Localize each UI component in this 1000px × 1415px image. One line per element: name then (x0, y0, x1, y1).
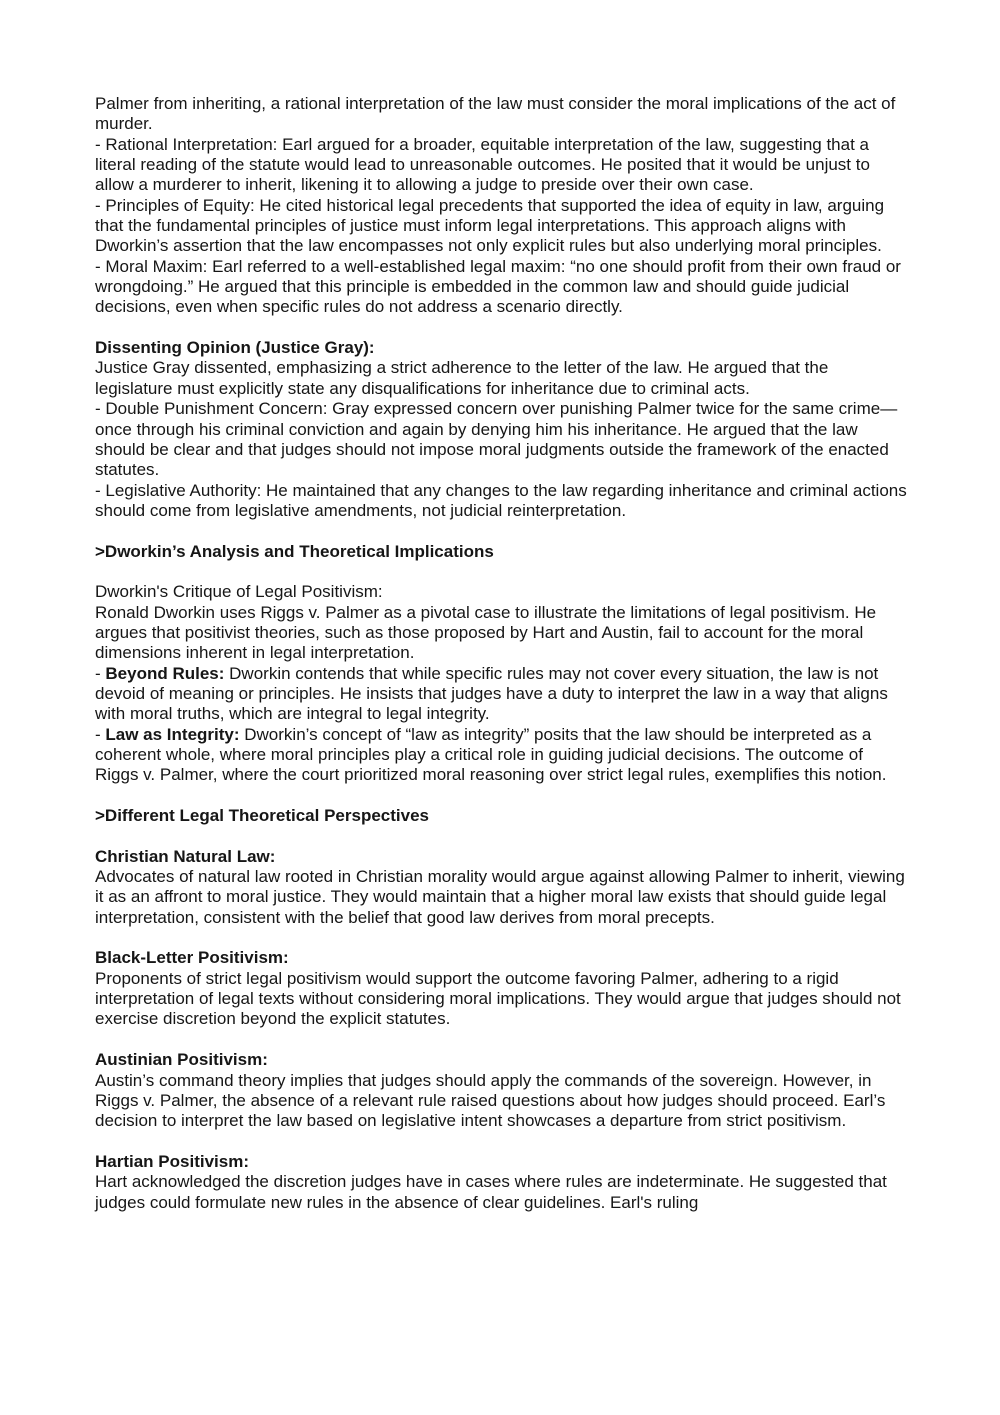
paragraph-black-letter: Proponents of strict legal positivism would support the outcome favoring Palmer, adhering to a rigid interpretation of legal texts without considering moral implications. They would argue that judges should not exercise discretion beyond the explicit statutes. (95, 968, 901, 1029)
dissent-heading: Dissenting Opinion (Justice Gray): (95, 338, 375, 358)
spacer (95, 521, 910, 541)
perspectives-section-heading: >Different Legal Theoretical Perspectives (95, 806, 429, 826)
bullet-prefix: - (95, 724, 106, 744)
paragraph-law-as-integrity (95, 725, 910, 786)
paragraph-natural-law: Advocates of natural law rooted in Christian morality would argue against allowing Palmer to inherit, viewing it as an affront to moral justice. They would maintain that a higher moral law exists that should guide legal interpretation, consistent with the belief that good law derives from moral precepts. (95, 867, 905, 927)
spacer (95, 318, 910, 338)
black-letter-heading: Black-Letter Positivism: (95, 948, 289, 968)
paragraph-dissent-summary: Justice Gray dissented, emphasizing a strict adherence to the letter of the law. He argued that the legislature must explicitly state any disqualifications for inheritance due to criminal acts. (95, 358, 829, 398)
austinian-heading: Austinian Positivism: (95, 1050, 268, 1070)
paragraph-beyond-rules (95, 664, 910, 725)
paragraph-legislative-authority: - Legislative Authority: He maintained that any changes to the law regarding inheritance and criminal actions should come from legislative amendments, not judicial reinterpretation. (95, 480, 907, 520)
paragraph-rational-interpretation: - Rational Interpretation: Earl argued for a broader, equitable interpretation of the law, suggesting that a literal reading of the statute would lead to unreasonable outcomes. He posited that it would be unjust to allow a murderer to inherit, likening it to allowing a judge to preside over their own case. (95, 134, 870, 195)
law-as-integrity-label: Law as Integrity: (105, 724, 240, 744)
beyond-rules-label: Beyond Rules: (105, 663, 225, 683)
law-as-integrity-text: Dworkin’s concept of “law as integrity” posits that the law should be interpreted as a coherent whole, where moral principles play a critical role in guiding judicial decisions. The outcome of Riggs v. Palmer, where the court prioritized moral reasoning over strict legal rules, exemplifies this notion. (95, 724, 887, 785)
spacer (95, 928, 910, 948)
document-page (95, 94, 910, 1213)
paragraph-double-punishment: - Double Punishment Concern: Gray expressed concern over punishing Palmer twice for the same crime—once through his criminal conviction and again by denying him his inheritance. He argued that the law should be clear and that judges should not impose moral judgments outside the framework of the enacted statutes. (95, 399, 898, 480)
spacer (95, 562, 910, 582)
spacer (95, 786, 910, 806)
critique-title: Dworkin's Critique of Legal Positivism: (95, 582, 383, 602)
paragraph-critique-body: Ronald Dworkin uses Riggs v. Palmer as a pivotal case to illustrate the limitations of legal positivism. He argues that positivist theories, such as those proposed by Hart and Austin, fail to account for the moral dimensions inherent in legal interpretation. (95, 602, 877, 663)
natural-law-heading: Christian Natural Law: (95, 846, 276, 866)
spacer (95, 826, 910, 846)
spacer (95, 1030, 910, 1050)
spacer (95, 1132, 910, 1152)
paragraph-hartian: Hart acknowledged the discretion judges have in cases where rules are indeterminate. He suggested that judges could formulate new rules in the absence of clear guidelines. Earl's ruling (95, 1172, 887, 1212)
paragraph-continuation: Palmer from inheriting, a rational interpretation of the law must consider the moral implications of the act of murder. (95, 94, 896, 134)
dworkin-section-heading: >Dworkin’s Analysis and Theoretical Implications (95, 541, 494, 561)
bullet-prefix: - (95, 663, 106, 683)
hartian-heading: Hartian Positivism: (95, 1151, 249, 1171)
paragraph-principles-of-equity: - Principles of Equity: He cited historical legal precedents that supported the idea of equity in law, arguing that the fundamental principles of justice must inform legal interpretations. This approach aligns with Dworkin’s assertion that the law encompasses not only explicit rules but also underlying moral principles. (95, 195, 885, 256)
paragraph-austinian: Austin’s command theory implies that judges should apply the commands of the sovereign. However, in Riggs v. Palmer, the absence of a relevant rule raised questions about how judges should proceed. Earl’s decision to interpret the law based on legislative intent showcases a departure from strict positivism. (95, 1070, 886, 1131)
paragraph-moral-maxim: - Moral Maxim: Earl referred to a well-established legal maxim: “no one should profit from their own fraud or wrongdoing.” He argued that this principle is embedded in the common law and should guide judicial decisions, even when specific rules do not address a scenario directly. (95, 256, 901, 317)
beyond-rules-text: Dworkin contends that while specific rules may not cover every situation, the law is not devoid of meaning or principles. He insists that judges have a duty to interpret the law in a way that aligns with moral truths, which are integral to legal integrity. (95, 663, 888, 724)
